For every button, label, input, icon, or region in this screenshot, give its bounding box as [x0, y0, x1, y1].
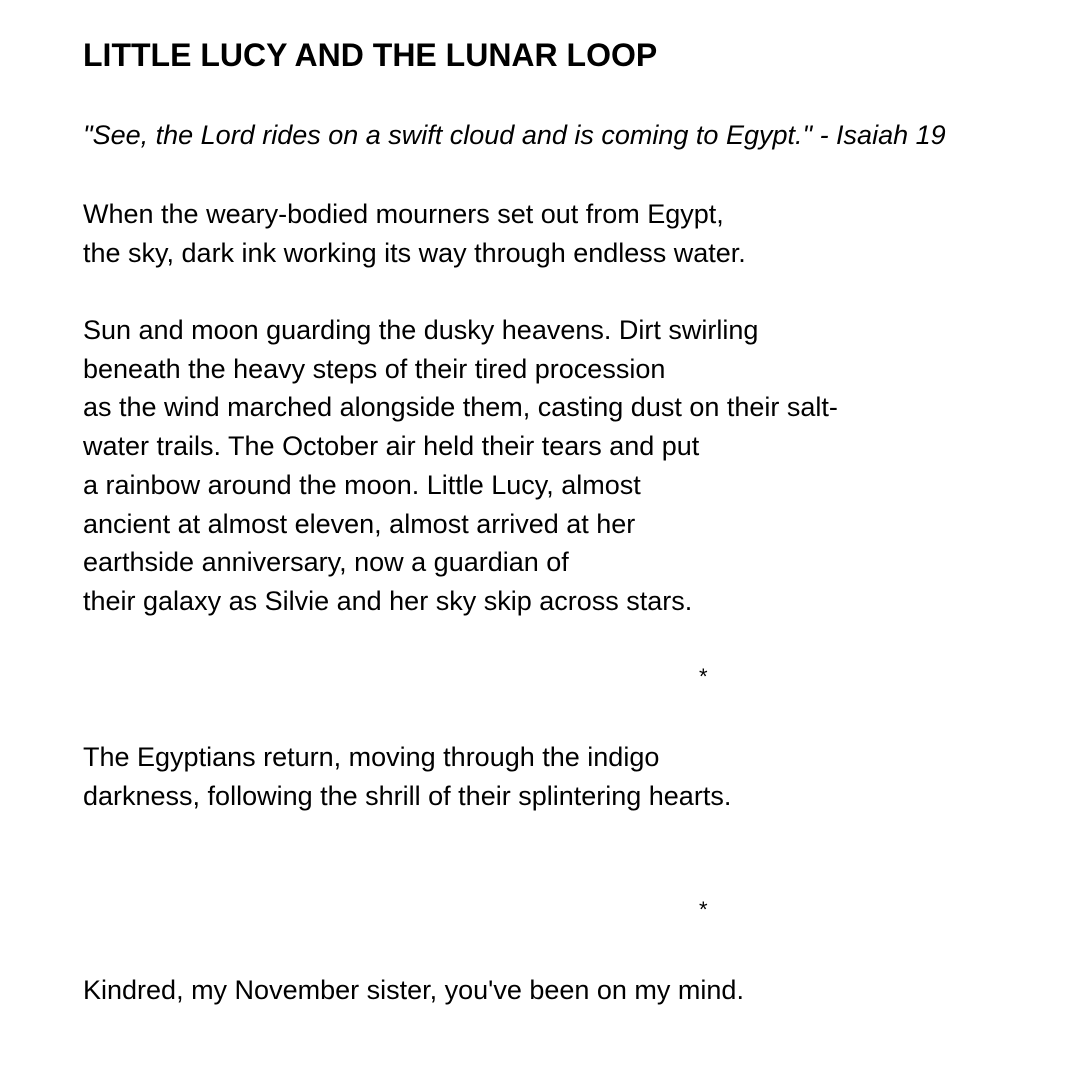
poem-line: darkness, following the shrill of their splintering hearts. [83, 780, 732, 811]
poem-line: Sun and moon guarding the dusky heavens. Dirt swirling [83, 315, 759, 345]
poem-line: When the weary-bodied mourners set out from Egypt, [83, 199, 724, 229]
stanza-2 [83, 311, 838, 621]
poem-line: earthside anniversary, now a guardian of [83, 547, 569, 578]
poem-line: the sky, dark ink working its way through endless water. [83, 237, 746, 268]
poem-page [83, 0, 1043, 1072]
poem-line: ancient at almost eleven, almost arrived at her [83, 508, 636, 539]
epigraph: "See, the Lord rides on a swift cloud and is coming to Egypt." - Isaiah 19 [83, 120, 946, 150]
poem-line: their galaxy as Silvie and her sky skip across stars. [83, 585, 693, 616]
poem-line: as the wind marched alongside them, casting dust on their salt- [83, 392, 838, 423]
section-divider: * [699, 897, 708, 922]
stanza-3 [83, 738, 731, 815]
poem-line: beneath the heavy steps of their tired procession [83, 353, 666, 384]
poem-line: The Egyptians return, moving through the indigo [83, 742, 660, 772]
section-divider: * [699, 664, 708, 689]
stanza-1 [83, 195, 746, 272]
poem-line: water trails. The October air held their tears and put [83, 431, 700, 462]
poem-line: Kindred, my November sister, you've been on my mind. [83, 975, 744, 1005]
poem-title: LITTLE LUCY AND THE LUNAR LOOP [83, 37, 658, 73]
stanza-4 [83, 971, 744, 1010]
poem-line: a rainbow around the moon. Little Lucy, almost [83, 469, 641, 500]
